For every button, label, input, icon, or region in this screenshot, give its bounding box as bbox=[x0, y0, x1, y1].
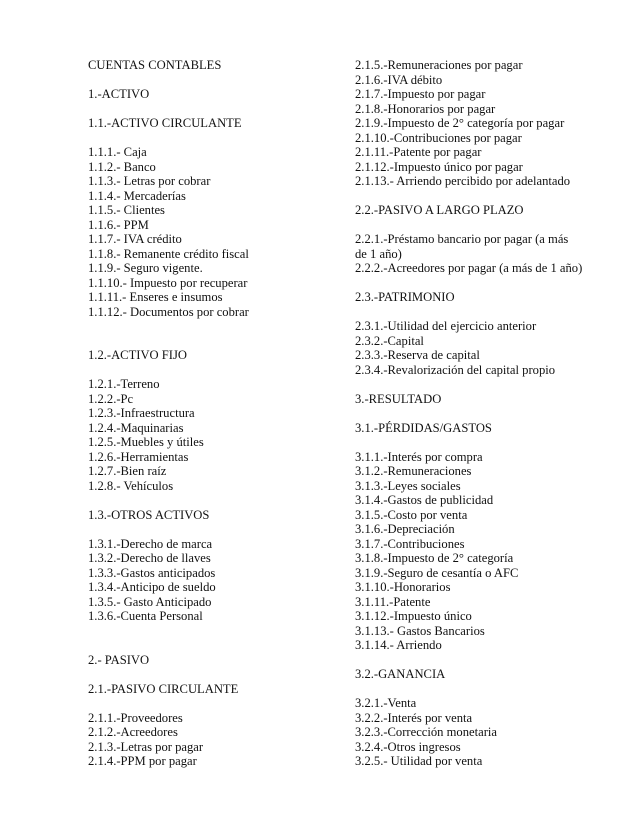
blank-line bbox=[88, 624, 338, 639]
account-line: 2.3.1.-Utilidad del ejercicio anterior bbox=[355, 319, 537, 333]
account-line: CUENTAS CONTABLES bbox=[88, 58, 222, 72]
account-line: 1.1.10.- Impuesto por recuperar bbox=[88, 275, 248, 290]
account-line: 3.2.2.-Interés por venta bbox=[355, 710, 473, 725]
account-line: 1.-ACTIVO bbox=[88, 87, 150, 101]
account-line: 1.1.-ACTIVO CIRCULANTE bbox=[88, 116, 242, 130]
blank-line bbox=[355, 218, 615, 233]
account-line: 1.3.1.-Derecho de marca bbox=[88, 536, 213, 551]
account-line: 2.1.7.-Impuesto por pagar bbox=[355, 87, 486, 101]
account-line: 1.1.12.- Documentos por cobrar bbox=[88, 304, 249, 319]
account-line: 3.1.3.-Leyes sociales bbox=[355, 478, 461, 493]
account-line: 3.1.13.- Gastos Bancarios bbox=[355, 623, 485, 638]
account-line: 2.- PASIVO bbox=[88, 652, 150, 667]
account-line: 3.2.-GANANCIA bbox=[355, 667, 446, 681]
account-line: 2.3.3.-Reserva de capital bbox=[355, 348, 480, 362]
account-line: 2.3.-PATRIMONIO bbox=[355, 290, 455, 304]
blank-line bbox=[355, 305, 615, 320]
account-line: 1.2.6.-Herramientas bbox=[88, 449, 189, 464]
blank-line bbox=[355, 653, 615, 668]
account-line: 1.2.1.-Terreno bbox=[88, 377, 160, 391]
right-column bbox=[355, 58, 615, 769]
account-line: 1.1.4.- Mercaderías bbox=[88, 188, 186, 203]
blank-line bbox=[88, 131, 338, 146]
blank-line bbox=[355, 682, 615, 697]
account-line: 1.3.-OTROS ACTIVOS bbox=[88, 507, 210, 522]
account-line: 3.1.4.-Gastos de publicidad bbox=[355, 493, 494, 507]
account-line: 3.1.14.- Arriendo bbox=[355, 638, 442, 652]
account-line: 2.3.2.-Capital bbox=[355, 333, 424, 348]
account-line: 3.1.9.-Seguro de cesantía o AFC bbox=[355, 565, 519, 580]
account-line: 3.2.3.-Corrección monetaria bbox=[355, 725, 497, 739]
account-line: 3.2.5.- Utilidad por venta bbox=[355, 754, 483, 768]
account-line: 1.3.2.-Derecho de llaves bbox=[88, 551, 211, 565]
account-line: 1.3.3.-Gastos anticipados bbox=[88, 565, 216, 580]
blank-line bbox=[355, 435, 615, 450]
blank-line bbox=[88, 638, 338, 653]
account-line: 1.1.6.- PPM bbox=[88, 217, 149, 232]
blank-line bbox=[355, 377, 615, 392]
account-line: 2.1.10.-Contribuciones por pagar bbox=[355, 130, 522, 145]
account-line: 3.1.6.-Depreciación bbox=[355, 522, 455, 536]
account-line: 2.1.12.-Impuesto único por pagar bbox=[355, 159, 523, 174]
account-line: 1.1.2.- Banco bbox=[88, 159, 156, 174]
account-line: 1.2.3.-Infraestructura bbox=[88, 406, 195, 420]
blank-line bbox=[88, 522, 338, 537]
blank-line bbox=[88, 334, 338, 349]
blank-line bbox=[88, 667, 338, 682]
account-line: 1.1.11.- Enseres e insumos bbox=[88, 290, 223, 304]
account-line: 2.1.2.-Acreedores bbox=[88, 725, 178, 739]
account-line: 1.1.9.- Seguro vigente. bbox=[88, 261, 203, 275]
blank-line bbox=[355, 276, 615, 291]
account-line: 1.1.7.- IVA crédito bbox=[88, 232, 182, 246]
account-line: 3.-RESULTADO bbox=[355, 391, 442, 406]
account-line: 2.1.8.-Honorarios por pagar bbox=[355, 101, 496, 116]
blank-line bbox=[355, 406, 615, 421]
account-line: 1.2.7.-Bien raíz bbox=[88, 464, 167, 478]
account-line: 1.3.4.-Anticipo de sueldo bbox=[88, 580, 216, 594]
blank-line bbox=[88, 319, 338, 334]
left-column bbox=[88, 58, 338, 769]
account-line: 2.1.11.-Patente por pagar bbox=[355, 145, 482, 159]
account-line: 1.2.5.-Muebles y útiles bbox=[88, 435, 204, 449]
account-line: 3.1.10.-Honorarios bbox=[355, 580, 451, 594]
account-line: 2.1.4.-PPM por pagar bbox=[88, 754, 197, 768]
account-line: 3.2.4.-Otros ingresos bbox=[355, 739, 461, 754]
account-line: 2.1.3.-Letras por pagar bbox=[88, 739, 204, 754]
account-line: 3.1.2.-Remuneraciones bbox=[355, 464, 472, 478]
account-line: 2.1.1.-Proveedores bbox=[88, 710, 183, 725]
blank-line bbox=[88, 493, 338, 508]
account-line: 1.1.5.- Clientes bbox=[88, 203, 165, 217]
account-line: 1.2.8.- Vehículos bbox=[88, 478, 174, 493]
account-line: 1.3.5.- Gasto Anticipado bbox=[88, 594, 212, 609]
account-line: 2.1.6.-IVA débito bbox=[355, 72, 443, 87]
account-line: 3.1.7.-Contribuciones bbox=[355, 536, 465, 551]
blank-line bbox=[88, 696, 338, 711]
account-line: 3.1.12.-Impuesto único bbox=[355, 609, 472, 623]
account-line: 1.2.-ACTIVO FIJO bbox=[88, 348, 187, 362]
account-line: 2.3.4.-Revalorización del capital propio bbox=[355, 362, 556, 377]
account-line: de 1 año) bbox=[355, 246, 402, 261]
account-line: 3.2.1.-Venta bbox=[355, 696, 417, 710]
account-line: 2.1.-PASIVO CIRCULANTE bbox=[88, 681, 239, 696]
account-line: 2.2.2.-Acreedores por pagar (a más de 1 año) bbox=[355, 261, 583, 275]
blank-line bbox=[88, 102, 338, 117]
account-line: 3.1.-PÉRDIDAS/GASTOS bbox=[355, 420, 492, 435]
account-line: 2.1.5.-Remuneraciones por pagar bbox=[355, 58, 523, 72]
account-line: 2.1.13.- Arriendo percibido por adelantado bbox=[355, 174, 571, 188]
account-line: 1.1.8.- Remanente crédito fiscal bbox=[88, 246, 249, 261]
account-line: 1.3.6.-Cuenta Personal bbox=[88, 609, 203, 623]
account-line: 2.2.1.-Préstamo bancario por pagar (a más bbox=[355, 232, 569, 246]
account-line: 3.1.11.-Patente bbox=[355, 594, 431, 609]
account-line: 3.1.1.-Interés por compra bbox=[355, 449, 483, 464]
account-line: 1.1.1.- Caja bbox=[88, 145, 147, 159]
blank-line bbox=[355, 189, 615, 204]
account-line: 1.2.4.-Maquinarias bbox=[88, 420, 184, 435]
account-line: 2.1.9.-Impuesto de 2° categoría por pagar bbox=[355, 116, 565, 130]
blank-line bbox=[88, 363, 338, 378]
account-line: 1.1.3.- Letras por cobrar bbox=[88, 174, 211, 188]
account-line: 3.1.8.-Impuesto de 2° categoría bbox=[355, 551, 514, 565]
account-line: 2.2.-PASIVO A LARGO PLAZO bbox=[355, 203, 524, 217]
blank-line bbox=[88, 73, 338, 88]
account-line: 3.1.5.-Costo por venta bbox=[355, 507, 468, 522]
account-line: 1.2.2.-Pc bbox=[88, 391, 134, 406]
